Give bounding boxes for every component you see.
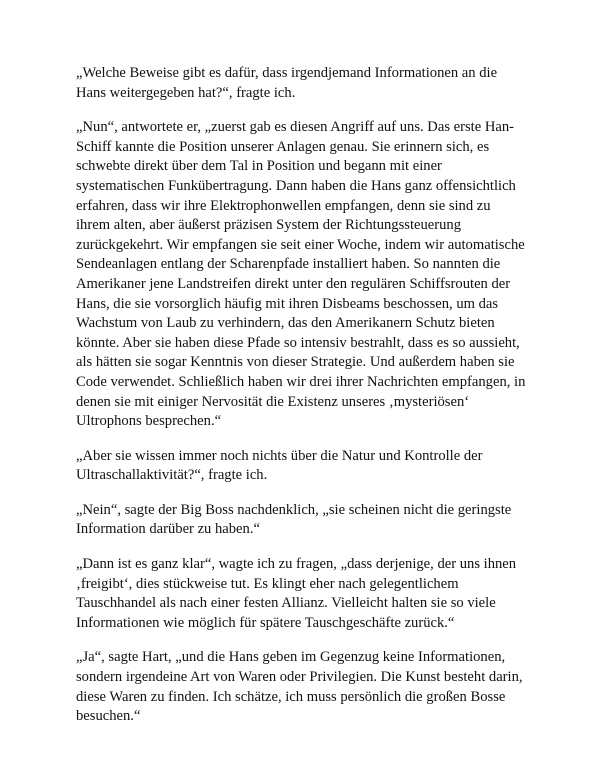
paragraph: „Nein“, sagte der Big Boss nachdenklich, „sie scheinen nicht die geringste Information darüber zu haben.“	[76, 501, 512, 538]
paragraph: „Dann ist es ganz klar“, wagte ich zu fragen, „dass derjenige, der uns ihnen ‚freigibt‘, dies stückweise tut. Es klingt eher nach gelegentlichem Tauschhandel als nach einer festen Allianz. Vielleicht halten sie so viele Informationen wie möglich für spätere Tauschgeschäfte zurück.“	[76, 556, 517, 631]
paragraph: „Welche Beweise gibt es dafür, dass irgendjemand Informationen an die Hans weitergegeben hat?“, fragte ich.	[76, 65, 498, 101]
paragraph: „Aber sie wissen immer noch nichts über die Natur und Kontrolle der Ultraschallaktivität?“, fragte ich.	[76, 447, 483, 484]
paragraph: „Ja“, sagte Hart, „und die Hans geben im Gegenzug keine Informationen, sondern irgendeine Art von Waren oder Privilegien. Die Kunst besteht darin, diese Waren zu finden. Ich schätze, ich muss persönlich die großen Bosse besuchen.“	[76, 649, 523, 725]
document-body	[76, 64, 528, 742]
paragraph: „Nun“, antwortete er, „zuerst gab es diesen Angriff auf uns. Das erste Han-Schiff kannte die Position unserer Anlagen genau. Sie erinnern sich, es schwebte direkt über dem Tal in Position und begann mit einer systematischen Funkübertragung. Dann haben die Hans ganz offensichtlich erfahren, dass wir ihre Elektrophonwellen empfangen, denn sie sind zu ihrem alten, aber äußerst präzisen System der Richtungssteuerung zurückgekehrt. Wir empfangen sie seit einer Woche, indem wir automatische Sendeanlagen entlang der Scharenpfade installiert haben. So nannten die Amerikaner jene Landstreifen direkt unter den regulären Schiffsrouten der Hans, die sie vorsorglich häufig mit ihren Disbeams beschossen, um das Wachstum von Laub zu verhindern, das den Amerikanern Schutz bieten könnte. Aber sie haben diese Pfade so intensiv bestrahlt, dass es so aussieht, als hätten sie sogar Kenntnis von dieser Strategie. Und außerdem haben sie Code verwendet. Schließlich haben wir drei ihrer Nachrichten empfangen, in denen sie mit einiger Nervosität die Existenz unseres ‚mysteriösen‘ Ultrophons besprechen.“	[76, 119, 526, 430]
